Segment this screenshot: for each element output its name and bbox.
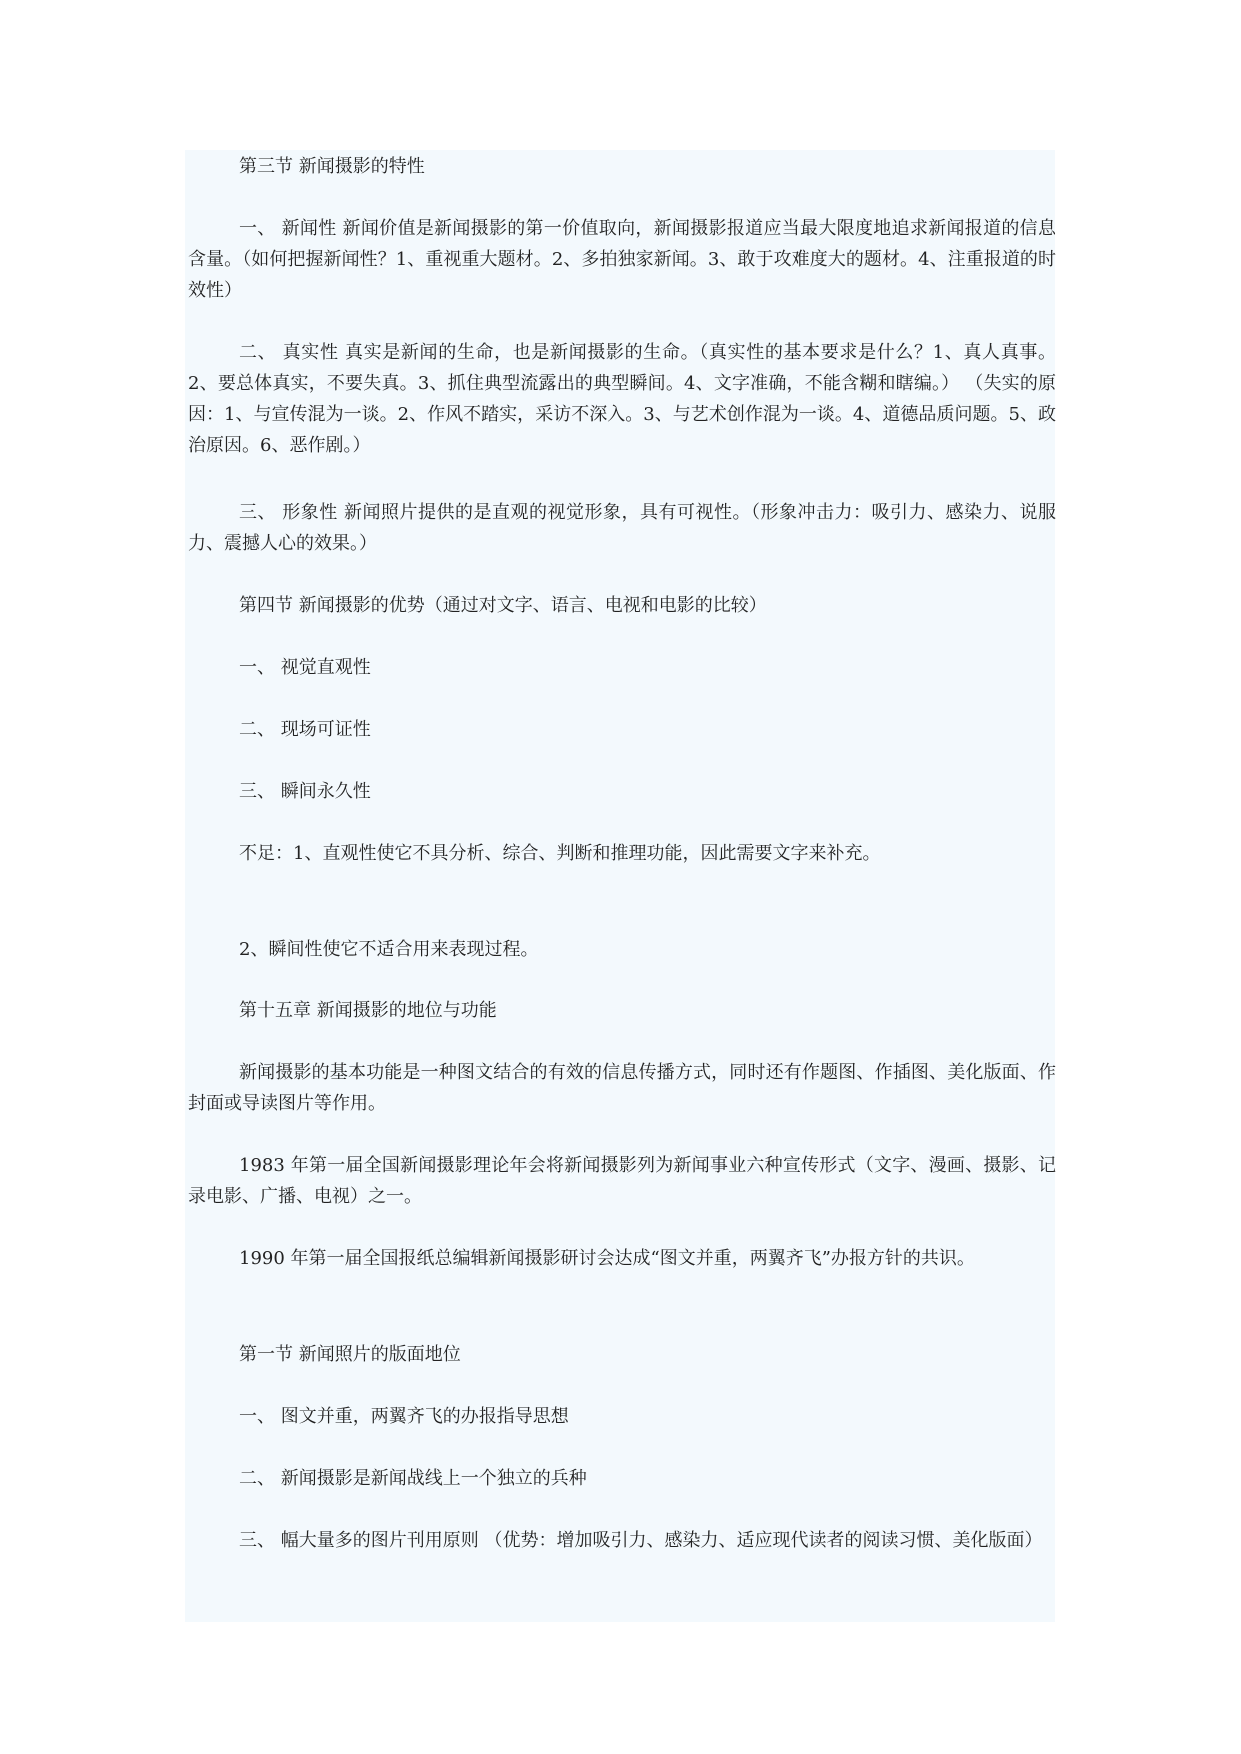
- list-item-independent-branch: 二、 新闻摄影是新闻战线上一个独立的兵种: [239, 1468, 587, 1489]
- list-item-equal-emphasis: 一、 图文并重，两翼齐飞的办报指导思想: [239, 1406, 569, 1427]
- paragraph-shortcomings-1: 不足：1、直观性使它不具分析、综合、判断和推理功能，因此需要文字来补充。: [239, 843, 881, 864]
- section-heading-4: 第四节 新闻摄影的优势（通过对文字、语言、电视和电影的比较）: [239, 595, 767, 616]
- section-heading-3: 第三节 新闻摄影的特性: [239, 156, 425, 177]
- chapter-heading-15: 第十五章 新闻摄影的地位与功能: [239, 1000, 497, 1021]
- paragraph-basic-function: 新闻摄影的基本功能是一种图文结合的有效的信息传播方式，同时还有作题图、作插图、美化版面、作封面或导读图片等作用。: [188, 1062, 1056, 1114]
- section-heading-1: 第一节 新闻照片的版面地位: [239, 1344, 461, 1365]
- paragraph-newsworthiness: 一、 新闻性 新闻价值是新闻摄影的第一价值取向，新闻摄影报道应当最大限度地追求新闻报道的信息含量。（如何把握新闻性？1、重视重大题材。2、多拍独家新闻。3、敢于攻难度大的题材。4、注重报道的时效性）: [188, 218, 1056, 301]
- paragraph-shortcomings-2: 2、瞬间性使它不适合用来表现过程。: [239, 939, 539, 960]
- list-item-moment-permanence: 三、 瞬间永久性: [239, 781, 371, 802]
- list-item-visual-intuitive: 一、 视觉直观性: [239, 657, 371, 678]
- paragraph-1983: 1983 年第一届全国新闻摄影理论年会将新闻摄影列为新闻事业六种宣传形式（文字、漫画、摄影、记录电影、广播、电视）之一。: [188, 1155, 1056, 1207]
- paragraph-authenticity: 二、 真实性 真实是新闻的生命，也是新闻摄影的生命。（真实性的基本要求是什么？1、真人真事。2、要总体真实，不要失真。3、抓住典型流露出的典型瞬间。4、文字准确，不能含糊和瞎编。） （失实的原因：1、与宣传混为一谈。2、作风不踏实，采访不深入。3、与艺术创作混为一谈。4、道德品质问题。5、政治原因。6、恶作剧。）: [188, 342, 1056, 456]
- paragraph-visual-image: 三、 形象性 新闻照片提供的是直观的视觉形象，具有可视性。（形象冲击力：吸引力、感染力、说服力、震撼人心的效果。）: [188, 502, 1056, 554]
- list-item-on-site-proof: 二、 现场可证性: [239, 719, 371, 740]
- list-item-large-images: 三、 幅大量多的图片刊用原则 （优势：增加吸引力、感染力、适应现代读者的阅读习惯、美化版面）: [239, 1530, 1043, 1551]
- paragraph-1990: 1990 年第一届全国报纸总编辑新闻摄影研讨会达成“图文并重，两翼齐飞”办报方针的共识。: [239, 1248, 975, 1269]
